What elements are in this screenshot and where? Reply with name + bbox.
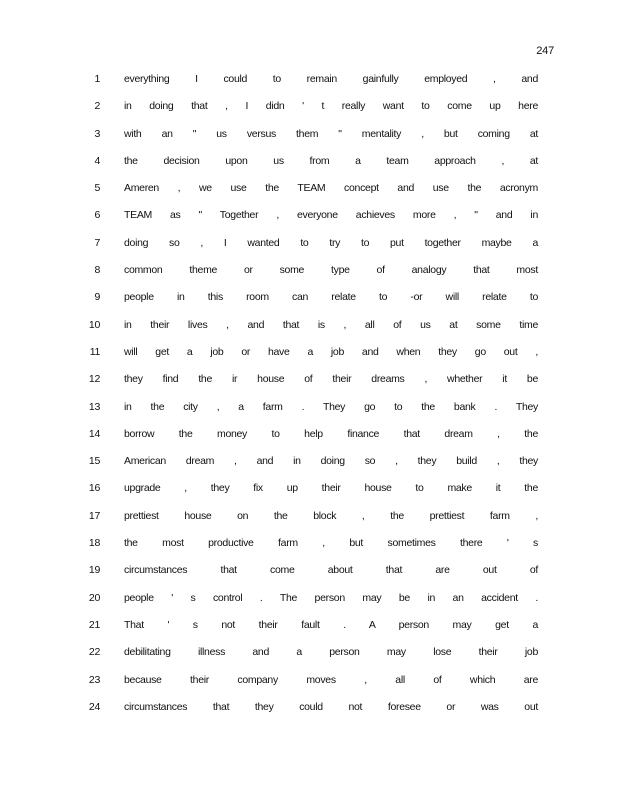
page-number: 247 [536, 45, 554, 57]
transcript-line [84, 236, 544, 263]
line-number: 17 [88, 509, 100, 522]
line-number: 11 [89, 345, 100, 358]
line-number: 24 [88, 700, 100, 713]
line-text: doing so , I wanted to try to put together maybe a [124, 236, 538, 249]
transcript-line [84, 318, 544, 345]
line-text: the decision upon us from a team approach , at [124, 154, 538, 167]
transcript-line [84, 645, 544, 672]
line-text: That ' s not their fault . A person may get a [124, 618, 538, 631]
line-text: they find the ir house of their dreams , whether it be [124, 373, 538, 386]
line-text: TEAM as " Together , everyone achieves more , " and in [124, 209, 538, 222]
transcript-line [84, 481, 544, 508]
line-number: 6 [94, 209, 100, 222]
line-text: will get a job or have a job and when they go out , [124, 345, 538, 358]
line-number: 19 [88, 564, 100, 577]
line-text: because their company moves , all of which are [124, 673, 538, 686]
line-number: 9 [94, 291, 100, 304]
line-number: 4 [94, 154, 100, 167]
line-number: 5 [94, 182, 100, 195]
line-number: 22 [88, 646, 100, 659]
transcript-line [84, 591, 544, 618]
line-number: 12 [88, 373, 100, 386]
line-text: upgrade , they fix up their house to make it the [124, 482, 538, 495]
line-text: people in this room can relate to -or will relate to [124, 291, 538, 304]
line-number: 10 [88, 318, 100, 331]
transcript-line [84, 372, 544, 399]
transcript-line [84, 72, 544, 99]
line-number: 16 [88, 482, 100, 495]
line-number: 8 [94, 264, 100, 277]
line-number: 18 [88, 537, 100, 550]
transcript-line [84, 127, 544, 154]
line-text: the most productive farm , but sometimes there ' s [124, 537, 538, 550]
transcript-body [84, 72, 544, 727]
line-text: American dream , and in doing so , they build , they [124, 455, 538, 468]
line-number: 21 [88, 618, 100, 631]
line-text: everything I could to remain gainfully employed , and [124, 73, 538, 85]
transcript-line [84, 290, 544, 317]
line-number: 15 [88, 455, 100, 468]
line-text: in the city , a farm . They go to the bank . They [124, 400, 538, 413]
line-number: 2 [94, 100, 100, 113]
line-text: prettiest house on the block , the prettiest farm , [124, 509, 538, 522]
transcript-line [84, 700, 544, 727]
transcript-line [84, 536, 544, 563]
line-text: borrow the money to help finance that dream , the [124, 427, 538, 440]
transcript-line [84, 618, 544, 645]
line-text: Ameren , we use the TEAM concept and use the acronym [124, 182, 538, 195]
transcript-line [84, 563, 544, 590]
line-text: circumstances that they could not foresee or was out [124, 700, 538, 713]
line-text: circumstances that come about that are out of [124, 564, 538, 577]
line-text: in doing that , I didn ' t really want to come up here [124, 100, 538, 113]
transcript-line [84, 154, 544, 181]
transcript-line [84, 99, 544, 126]
line-text: common theme or some type of analogy that most [124, 264, 538, 277]
line-text: people ' s control . The person may be in an accident . [124, 591, 538, 604]
line-number: 23 [88, 673, 100, 686]
line-number: 3 [94, 127, 100, 140]
line-number: 13 [88, 400, 100, 413]
transcript-line [84, 181, 544, 208]
transcript-line [84, 208, 544, 235]
line-number: 1 [94, 73, 100, 85]
line-number: 14 [88, 427, 100, 440]
transcript-line [84, 400, 544, 427]
line-text: in their lives , and that is , all of us at some time [124, 318, 538, 331]
line-number: 20 [88, 591, 100, 604]
line-text: with an " us versus them " mentality , but coming at [124, 127, 538, 140]
transcript-line [84, 345, 544, 372]
transcript-line [84, 427, 544, 454]
line-text: debilitating illness and a person may lose their job [124, 646, 538, 659]
transcript-line [84, 454, 544, 481]
transcript-line [84, 673, 544, 700]
line-number: 7 [94, 236, 100, 249]
transcript-line [84, 509, 544, 536]
transcript-line [84, 263, 544, 290]
